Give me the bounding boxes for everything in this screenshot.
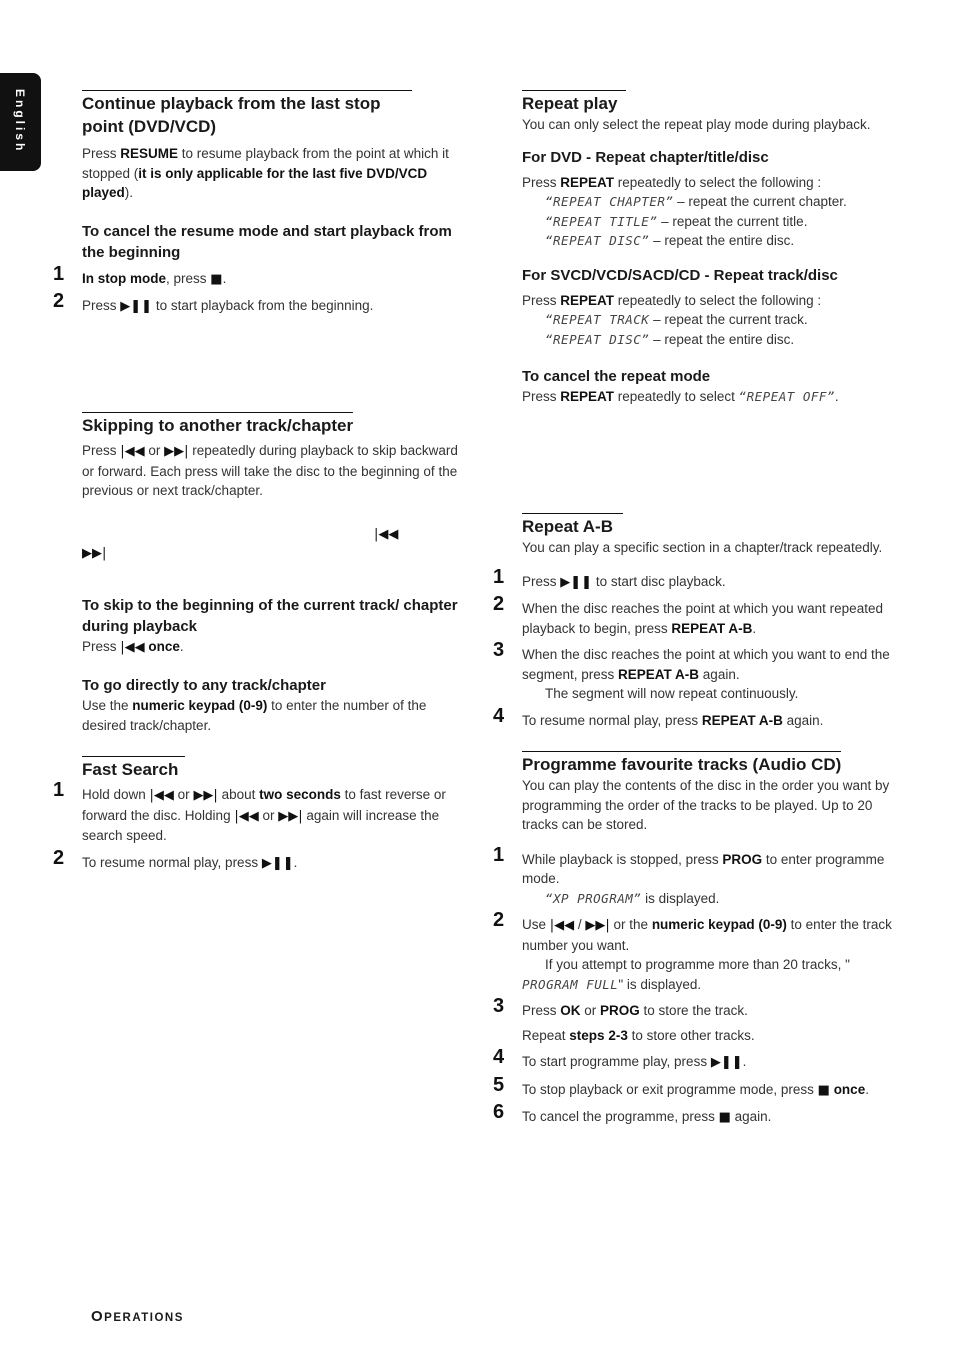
language-tab	[0, 73, 41, 171]
prog-step-4: 4 To start programme play, press ▶❚❚.	[493, 1046, 747, 1070]
ab-step-2: 2 When the disc reaches the point at which you want repeated playback to begin, press REPEAT A-B.	[493, 593, 883, 636]
repeat-ab-intro: You can play a specific section in a chapter/track repeatedly.	[522, 540, 883, 555]
prog-step-5: 5 To stop playback or exit programme mode, press ■ once.	[493, 1073, 869, 1098]
repeat-option: “REPEAT DISC” – repeat the entire disc.	[545, 331, 795, 347]
repeat-cd-title: For SVCD/VCD/SACD/CD - Repeat track/disc	[522, 266, 838, 284]
repeat-option: “REPEAT TITLE” – repeat the current title.	[545, 213, 808, 229]
previous-icon: |◀◀	[234, 808, 259, 824]
next-icon: ▶▶|	[82, 545, 107, 561]
programme-section	[493, 751, 900, 1128]
play-pause-icon: ▶❚❚	[710, 1055, 743, 1070]
prog-step-1: 1 While playback is stopped, press PROG to enter programme mode. “XP PROGRAM” is displayed.	[493, 843, 885, 906]
repeat-option: “REPEAT CHAPTER” – repeat the current chapter.	[545, 194, 847, 209]
prog-step-6: 6 To cancel the programme, press ■ again.	[493, 1101, 772, 1125]
stop-icon: ■	[718, 1110, 731, 1125]
resume-step-2: 2 Press ▶❚❚ to start playback from the beginning.	[53, 290, 374, 314]
skip-current-title: To skip to the beginning of the current track/ chapter during playback	[82, 596, 458, 635]
next-icon: ▶▶|	[278, 808, 303, 824]
previous-icon: |◀◀	[149, 788, 174, 803]
resume-description: Press RESUME to resume playback from the point at which it stopped (it is only applicable for the last five DVD/VCD played).	[82, 146, 449, 200]
play-pause-icon: ▶❚❚	[261, 855, 294, 871]
ab-step-4: 4 To resume normal play, press REPEAT A-B again.	[493, 704, 824, 728]
skip-icon-row	[82, 501, 460, 561]
repeat-ab-section	[493, 513, 900, 730]
repeat-option: “REPEAT TRACK – repeat the current track.	[545, 312, 808, 327]
prog-step-3: 3 Press OK or PROG to store the track. Repeat steps 2-3 to store other tracks.	[493, 995, 755, 1043]
repeat-option: “REPEAT DISC” – repeat the entire disc.	[545, 233, 795, 248]
repeat-dvd-title: For DVD - Repeat chapter/title/disc	[522, 148, 769, 166]
next-icon: ▶▶|	[193, 788, 218, 803]
fast-search-section	[53, 756, 460, 873]
fast-step-2: 2 To resume normal play, press ▶❚❚.	[53, 846, 298, 871]
next-icon: ▶▶|	[585, 918, 610, 933]
resume-title: Continue playback from the last stop point (DVD/VCD)	[82, 90, 412, 138]
page-footer: OPERATIONS	[91, 1308, 184, 1325]
resume-cancel-title: To cancel the resume mode and start playback from the beginning	[82, 222, 452, 261]
repeat-section	[522, 90, 900, 407]
play-pause-icon: ▶❚❚	[120, 299, 153, 314]
fast-step-1: 1 Hold down |◀◀ or ▶▶| about two seconds to fast reverse or forward the disc. Holding |◀◀ or ▶▶| again will increase the search speed.	[53, 779, 446, 843]
previous-icon: |◀◀	[120, 444, 145, 459]
prog-step-2: 2 Use |◀◀ / ▶▶| or the numeric keypad (0-9) to enter the track number you want. If you attempt to programme more than 20 tracks, " PROGRAM FULL" is displayed.	[493, 909, 892, 992]
stop-icon: ■	[817, 1082, 830, 1098]
previous-icon: |◀◀	[374, 526, 399, 542]
programme-intro: You can play the contents of the disc in the order you want by programming the order of the tracks to be played. Up to 20 tracks can be stored.	[522, 778, 890, 832]
resume-section	[53, 90, 460, 317]
repeat-intro: You can only select the repeat play mode during playback.	[522, 117, 871, 132]
repeat-cancel-title: To cancel the repeat mode	[522, 368, 711, 385]
skip-direct-title: To go directly to any track/chapter	[82, 677, 326, 694]
repeat-cancel-text: Press REPEAT repeatedly to select “REPEAT OFF”.	[522, 389, 839, 404]
language-tab-label: English	[13, 89, 27, 154]
next-icon: ▶▶|	[164, 444, 189, 459]
skip-title: Skipping to another track/chapter	[82, 412, 353, 437]
play-pause-icon: ▶❚❚	[560, 574, 593, 590]
ab-step-3: 3 When the disc reaches the point at which you want to end the segment, press REPEAT A-B again. The segment will now repeat continuously.	[493, 639, 890, 701]
repeat-cd-press: Press REPEAT repeatedly to select the following :	[522, 292, 822, 308]
previous-icon: |◀◀	[549, 918, 575, 933]
skip-description: Press |◀◀ or ▶▶| repeatedly during playback to skip backward or forward. Each press will take the disc to the beginning of the previous or next track/chapter.	[82, 443, 458, 498]
fast-search-title: Fast Search	[82, 756, 185, 781]
programme-title: Programme favourite tracks (Audio CD)	[522, 751, 841, 776]
repeat-title: Repeat play	[522, 90, 626, 115]
previous-icon: |◀◀	[120, 639, 145, 655]
skip-current-text: Press |◀◀ once.	[82, 638, 184, 655]
stop-icon: ■	[210, 271, 223, 287]
skip-section	[82, 412, 460, 735]
resume-step-1: 1 In stop mode, press ■.	[53, 262, 227, 287]
repeat-dvd-press: Press REPEAT repeatedly to select the following :	[522, 174, 822, 190]
skip-direct-text: Use the numeric keypad (0-9) to enter the number of the desired track/chapter.	[82, 698, 427, 733]
repeat-ab-title: Repeat A-B	[522, 513, 623, 538]
ab-step-1: 1 Press ▶❚❚ to start disc playback.	[493, 565, 726, 590]
